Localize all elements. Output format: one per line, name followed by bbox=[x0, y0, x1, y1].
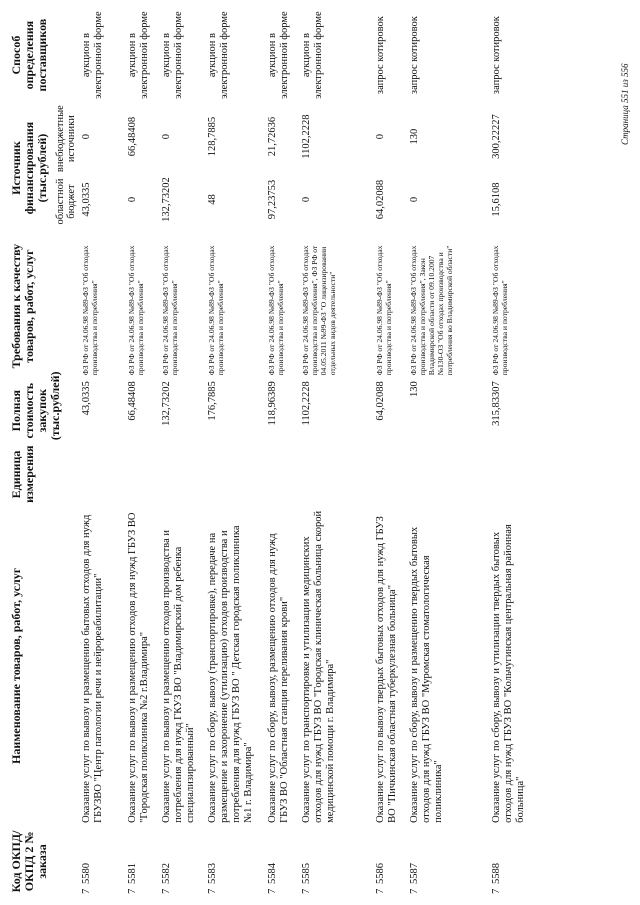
header-method: Способ определения поставщиков bbox=[9, 18, 49, 92]
cell-method: аукцион в электронной форме bbox=[127, 11, 150, 99]
code-section: 7 bbox=[267, 888, 278, 894]
cell-name: Оказание услуг по вывозу и размещению бытовых отходов для нужд ГБУЗВО "Центр патологии речи и нейрореабилитации" bbox=[81, 514, 104, 823]
cell-extra: 1102,2228 bbox=[301, 114, 312, 159]
order-number: 5584 bbox=[267, 863, 278, 884]
cell-cost: 64,02088 bbox=[375, 381, 386, 421]
cell-unit bbox=[299, 443, 373, 506]
cell-regional: 64,02088 bbox=[375, 179, 386, 220]
cell-requirements: ФЗ РФ от 24.06.98 №89-ФЗ "Об отходах производства и потребления", ФЗ РФ от 04.05.2011 №99-ФЗ "О лицензировании отдельных видов деятельности" bbox=[301, 245, 337, 376]
cell-method: запрос котировок bbox=[491, 16, 502, 95]
cell-extra: 66,48408 bbox=[127, 116, 138, 157]
cell-requirements: ФЗ РФ от 24.06.98 №89-ФЗ "Об отходах производства и потребления" bbox=[161, 245, 179, 376]
cell-name: Оказание услуг по сбору, вывозу, размещению отходов для нужд ГБУЗ ВО "Областная станция переливания крови" bbox=[267, 533, 290, 823]
cell-regional: 15,6108 bbox=[491, 182, 502, 217]
cell-name: Оказание услуг по вывозу и размещению отходов для нужд ГБУЗ ВО "Городская поликлиника №2 г.Владимира" bbox=[127, 512, 150, 823]
cell-regional: 97,23753 bbox=[267, 179, 278, 220]
header-code: Код ОКПД/ ОКПД 2 № заказа bbox=[9, 830, 49, 893]
table-body bbox=[79, 8, 529, 897]
cell-code bbox=[373, 826, 407, 897]
cell-extra: 0 bbox=[81, 133, 92, 140]
order-number: 5585 bbox=[301, 863, 312, 884]
cell-method: аукцион в электронной форме bbox=[267, 11, 290, 99]
header-cost: Полная стоимость закупок (тыс.рублей) bbox=[9, 371, 62, 441]
order-number: 5587 bbox=[409, 863, 420, 884]
cell-unit bbox=[125, 443, 159, 506]
header-source-regional: областной бюджет bbox=[55, 178, 77, 225]
table-row bbox=[373, 8, 407, 897]
order-number: 5581 bbox=[127, 863, 138, 884]
cell-code bbox=[125, 826, 159, 897]
cell-source bbox=[159, 102, 205, 234]
cell-source bbox=[299, 102, 373, 234]
cell-unit bbox=[489, 443, 529, 506]
header-requirements: Требования к качеству товаров, работ, услуг bbox=[9, 243, 36, 369]
cell-regional: 0 bbox=[301, 196, 312, 203]
cell-requirements: ФЗ РФ от 24.06.98 №89-ФЗ "Об отходах производства и потребления" bbox=[375, 245, 393, 376]
cell-cost: 43,0335 bbox=[81, 381, 92, 416]
table-header-row bbox=[8, 8, 79, 897]
cell-requirements: ФЗ РФ от 24.06.98 №89-ФЗ "Об отходах производства и потребления" bbox=[81, 245, 99, 376]
order-number: 5583 bbox=[207, 863, 218, 884]
order-number: 5588 bbox=[491, 863, 502, 884]
cell-source bbox=[407, 102, 489, 234]
cell-requirements: ФЗ РФ от 24.06.98 №89-ФЗ "Об отходах производства и потребления" bbox=[127, 245, 145, 376]
cell-name: Оказание услуг по вывозу и размещению отходов производства и потребления для нужд ГКУЗ ВО "Владимирский дом ребенка специализированный" bbox=[161, 529, 196, 823]
cell-regional: 0 bbox=[127, 196, 138, 203]
cell-method: аукцион в электронной форме bbox=[301, 11, 324, 99]
cell-cost: 1102,2228 bbox=[301, 381, 312, 426]
procurement-table bbox=[8, 8, 529, 897]
cell-requirements: ФЗ РФ от 24.06.98 №89-ФЗ "Об отходах производства и потребления" bbox=[207, 245, 225, 376]
cell-unit bbox=[373, 443, 407, 506]
cell-code bbox=[299, 826, 373, 897]
cell-extra: 130 bbox=[409, 128, 420, 145]
cell-extra: 0 bbox=[375, 133, 386, 140]
cell-method: запрос котировок bbox=[375, 16, 386, 95]
cell-cost: 130 bbox=[409, 381, 420, 398]
cell-unit bbox=[265, 443, 299, 506]
cell-name: Оказание услуг по вывозу твердых бытовых отходов для нужд ГБУЗ ВО "Пичкинская областная туберкулезная больница" bbox=[375, 516, 398, 823]
cell-cost: 315,83307 bbox=[491, 381, 502, 426]
cell-cost: 132,73202 bbox=[161, 381, 172, 426]
cell-source bbox=[205, 102, 265, 234]
cell-source bbox=[373, 102, 407, 234]
page-footer: Страница 551 из 556 bbox=[620, 63, 630, 145]
order-number: 5580 bbox=[81, 863, 92, 884]
cell-method: аукцион в электронной форме bbox=[207, 11, 230, 99]
header-name: Наименование товаров, работ, услуг bbox=[9, 567, 23, 765]
cell-extra: 21,72636 bbox=[267, 116, 278, 157]
cell-extra: 0 bbox=[161, 133, 172, 140]
header-source bbox=[8, 102, 79, 234]
header-unit: Единица измерения bbox=[9, 445, 36, 503]
cell-requirements: ФЗ РФ от 24.06.98 №89-ФЗ "Об отходах производства и потребления" bbox=[491, 245, 509, 376]
table-row bbox=[299, 8, 373, 897]
cell-name: Оказание услуг по транспортировке и утилизации медицинских отходов для нужд ГБУЗ ВО "Городская клиническая больница скорой медицинской помощи г. Владимира" bbox=[301, 510, 336, 823]
cell-unit bbox=[159, 443, 205, 506]
cell-requirements: ФЗ РФ от 24.06.98 №89-ФЗ "Об отходах производства и потребления", Закон Владимирской области от 09.10.2007 №130-ОЗ "Об отходах производства и потребления во Владимирской области" bbox=[409, 245, 454, 376]
cell-extra: 128,7885 bbox=[207, 116, 218, 157]
code-section: 7 bbox=[161, 888, 172, 894]
code-section: 7 bbox=[375, 888, 386, 894]
code-section: 7 bbox=[301, 888, 312, 894]
cell-regional: 43,0335 bbox=[81, 182, 92, 217]
cell-extra: 300,22227 bbox=[491, 114, 502, 159]
table-row bbox=[79, 8, 125, 897]
cell-regional: 132,73202 bbox=[161, 177, 172, 222]
cell-method: запрос котировок bbox=[409, 16, 420, 95]
cell-source bbox=[79, 102, 125, 234]
order-number: 5586 bbox=[375, 863, 386, 884]
cell-source bbox=[125, 102, 159, 234]
cell-cost: 66,48408 bbox=[127, 381, 138, 421]
cell-unit bbox=[79, 443, 125, 506]
code-section: 7 bbox=[207, 888, 218, 894]
cell-code bbox=[265, 826, 299, 897]
header-source-title: Источник финансирования (тыс.рублей) bbox=[9, 121, 49, 215]
cell-source bbox=[489, 102, 529, 234]
table-row bbox=[265, 8, 299, 897]
cell-source bbox=[265, 102, 299, 234]
cell-name: Оказание услуг по сбору, вывозу (транспортировке), передаче на размещение и захоронение (утилизацию) отходов производства и потребления для нужд ГБУЗ ВО " Детская городская поликлиника №1 г. Владимира" bbox=[207, 525, 254, 823]
table-row bbox=[125, 8, 159, 897]
code-section: 7 bbox=[81, 888, 92, 894]
cell-code bbox=[205, 826, 265, 897]
cell-cost: 118,96389 bbox=[267, 381, 278, 426]
cell-code bbox=[79, 826, 125, 897]
cell-requirements: ФЗ РФ от 24.06.98 №89-ФЗ "Об отходах производства и потребления" bbox=[267, 245, 285, 376]
code-section: 7 bbox=[409, 888, 420, 894]
cell-code bbox=[407, 826, 489, 897]
cell-regional: 48 bbox=[207, 194, 218, 205]
table-row bbox=[159, 8, 205, 897]
code-section: 7 bbox=[127, 888, 138, 894]
cell-code bbox=[489, 826, 529, 897]
order-number: 5582 bbox=[161, 863, 172, 884]
cell-method: аукцион в электронной форме bbox=[161, 11, 184, 99]
table-row bbox=[407, 8, 489, 897]
header-source-extra: внебюджетные источники bbox=[55, 105, 77, 173]
cell-unit bbox=[407, 443, 489, 506]
cell-regional: 0 bbox=[409, 196, 420, 203]
cell-code bbox=[159, 826, 205, 897]
cell-method: аукцион в электронной форме bbox=[81, 11, 104, 99]
cell-unit bbox=[205, 443, 265, 506]
table-row bbox=[205, 8, 265, 897]
cell-name: Оказание услуг по сбору, вывозу и утилизации твердых бытовых отходов для нужд ГБУЗ ВО "Кольчугинская центральная районная больница" bbox=[491, 524, 526, 823]
cell-name: Оказание услуг по сбору, вывозу и размещению твердых бытовых отходов для нужд ГБУЗ ВО "Муромская стоматологическая поликлиника" bbox=[409, 526, 444, 823]
table-row bbox=[489, 8, 529, 897]
cell-cost: 176,7885 bbox=[207, 381, 218, 421]
code-section: 7 bbox=[491, 888, 502, 894]
